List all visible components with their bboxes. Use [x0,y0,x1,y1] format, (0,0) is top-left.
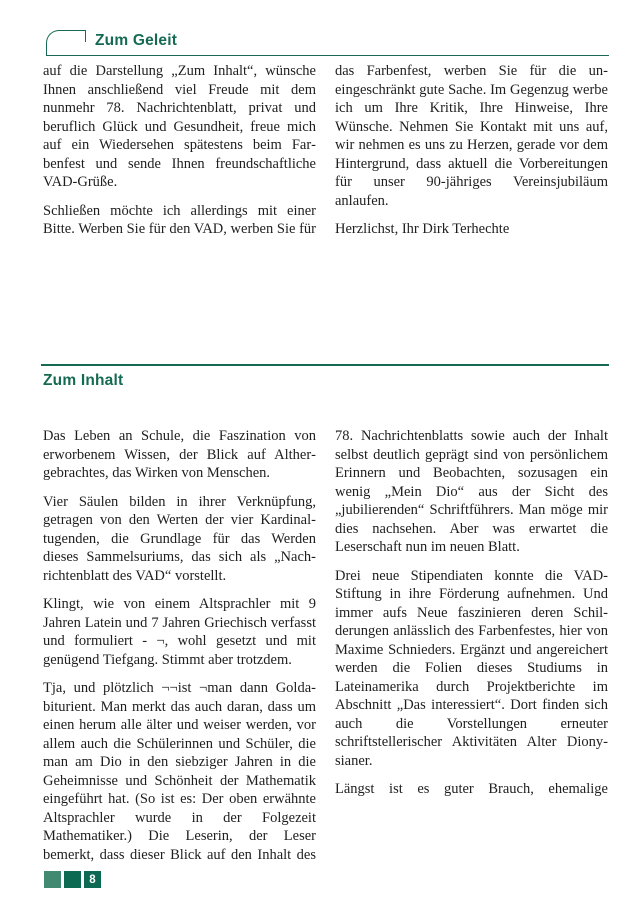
section-header-zum-geleit [46,26,609,56]
section-header-zum-inhalt [41,364,609,390]
paragraph: Tja, und plötzlich ¬¬ist ¬man dann Goldabiturient. Man merkt das auch daran, dass um einen herum alle älter und weiser werden, vor allem auch die Schülerinnen und Schüler, die man am Dio in den siebziger Jahren in die Geheimnisse und Schönheit der Mathematik eingeführt hat. (So ist es: Der oben erwähnte Altsprachler wurde in der Folgezeit Mathematiker.) Die Leserin, der Leser bemerkt, dass dieser Blick auf den Inhalt des 78. Nachrichtenblatts sowie auch der Inhalt selbst deutlich geprägt sind von persönlichem Erinnern und Beobachten, sozusagen ein wenig „Mein Dio“ aus der Sicht des „jubilierenden“ Schriftführers. Man möge mir dies nachsehen. Aber was erwartet die Leserschaft nun im neuen Blatt. [43,428,608,863]
paragraph: Vier Säulen bilden in ihrer Verknüpfung, getragen von den Werten der vier Kardinaltugenden, die Grundlage für das Werden dieses Sammelsuriums, das sich als „Nachrichtenblatt des VAD“ vorstellt. [43,493,316,584]
paragraph: Drei neue Stipendiaten konnte die VAD-Stiftung in ihre Förderung aufnehmen. Und immer aufs Neue faszinieren deren Schilderungen anlässlich des Farbenfestes, hier von Maxime Schnieders. Ergänzt und angereichert werden die Folien dieses Studiums in Lateinamerika durch Projektberichte im Abschnitt „Das interessiert“. Dort finden sich auch die Vorstellungen erneuter schriftstellerischer Aktivitäten Alter Dionysianer. [335,567,608,769]
paragraph: Klingt, wie von einem Altsprachler mit 9 Jahren Latein und 7 Jahren Griechisch verfasst und formuliert - ¬, wohl gesetzt und mit genügend Tiefgang. Stimmt aber trotzdem. [43,596,316,668]
footer-square-decoration-2 [64,871,81,888]
section-title-zum-inhalt: Zum Inhalt [43,372,124,389]
paragraph: auf die Darstellung „Zum Inhalt“, wünsche Ihnen anschließend viel Freude mit dem nunmehr 78. Nachrichtenblatt, privat und beruflich Glück und Gesundheit, freue mich auf ein Wiedersehen spätestens beim Farbenfest und sende Ihnen freundschaftliche VAD-Grüße. [43,63,316,190]
section-title-zum-geleit: Zum Geleit [95,32,178,49]
paragraph: Schließen möchte ich allerdings mit einer Bitte. Werben Sie für den VAD, werben Sie für das Farbenfest, werben Sie für die uneingeschränkt gute Sache. Im Gegenzug werbe ich um Ihre Kritik, Ihre Hinweise, Ihre Wünsche. Nehmen Sie Kontakt mit uns auf, wir nehmen es uns zu Herzen, gerade vor dem Hintergrund, dass aktuell die Vorbereitungen für unser 90-jähriges Vereinsjubiläum anlaufen. [43,63,608,237]
page-footer [44,871,101,888]
paragraph: Das Leben an Schule, die Faszination von erworbenem Wissen, der Blick auf Althergebrachtes, das Wirken von Menschen. [43,428,316,481]
signature-line: Herzlichst, Ihr Dirk Terhechte [335,221,510,237]
tab-corner-decoration [46,30,86,56]
zum-inhalt-body [43,427,608,867]
footer-square-decoration-1 [44,871,61,888]
zum-geleit-body [43,62,608,252]
paragraph: Längst ist es guter Brauch, ehemalige [335,781,608,797]
page-number: 8 [84,871,101,888]
